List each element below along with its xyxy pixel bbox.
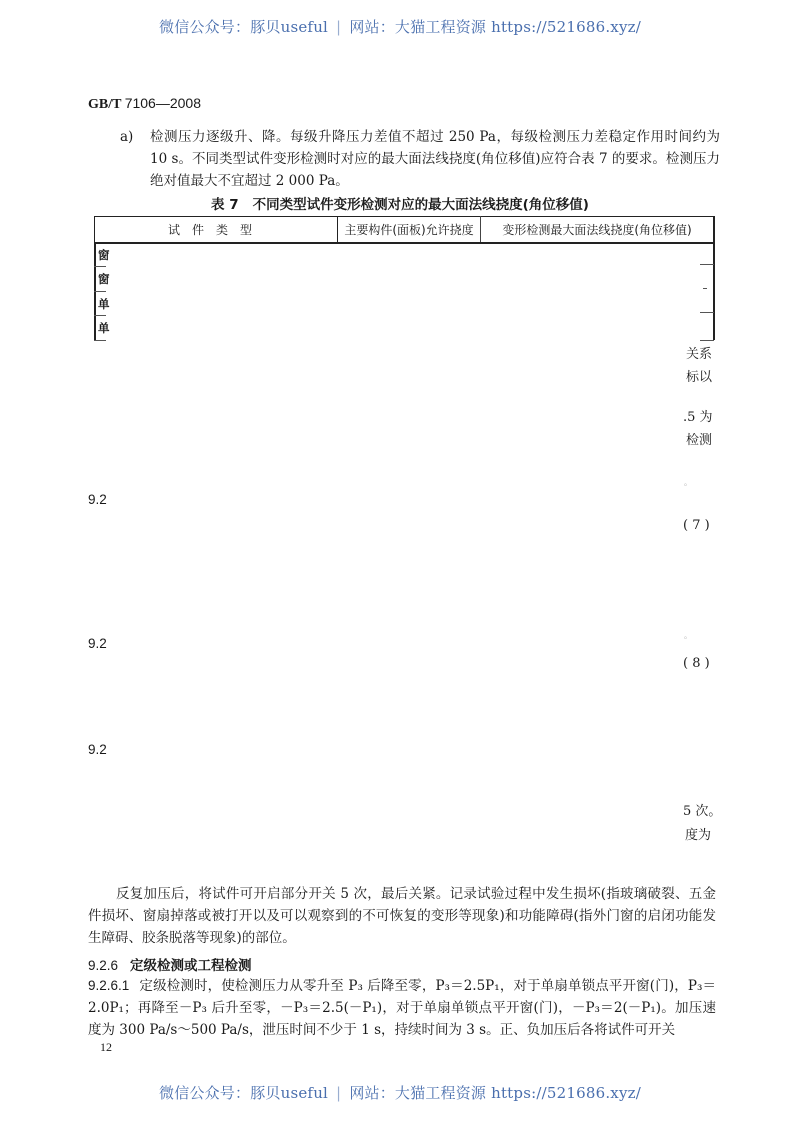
- text-fragment: 5 次。: [683, 804, 722, 819]
- table-row-rule: [700, 312, 714, 313]
- table-row-rule: [94, 315, 106, 316]
- column-header-max-deflection: 变形检测最大面法线挠度(角位移值): [481, 217, 714, 244]
- subsection-number: 9.2.6.1: [88, 978, 130, 993]
- text-fragment: 标以: [686, 370, 713, 385]
- table-number: 表 7: [211, 197, 239, 213]
- column-header-allowable-deflection: 主要构件(面板)允许挠度: [338, 217, 481, 244]
- list-item-text: 检测压力逐级升、降。每级升降压力差值不超过 250 Pa，每级检测压力差稳定作用时间约为 10 s。不同类型试件变形检测时对应的最大面法线挠度(角位移值)应符合表 7 的要求。检测压力绝对值最大不宜超过 2 000 Pa。: [150, 129, 720, 189]
- subsection-text: 定级检测时，使检测压力从零升至 P₃ 后降至零，P₃＝2.5P₁，对于单扇单锁点平开窗(门)，P₃＝2.0P₁；再降至－P₃ 后升至零，－P₃＝2.5(－P₁)，对于单扇单锁点平开窗(门)，－P₃＝2(－P₁)。加压速度为 300 Pa/s～500 Pa/s，泄压时间不少于 1 s，持续时间为 3 s。正、负加压后各将试件可开关: [88, 978, 716, 1038]
- text-fragment: 。: [684, 478, 692, 487]
- watermark-separator: |: [336, 1084, 342, 1102]
- list-item-a: [120, 126, 720, 192]
- list-item-label: a): [120, 129, 134, 145]
- table-row-rule: [94, 291, 106, 292]
- equation-number-8: ( 8 ): [683, 656, 710, 671]
- table-row-rule: [94, 266, 106, 267]
- table-row-fragment: 单: [98, 321, 110, 335]
- table-row-fragment: 单: [98, 297, 110, 311]
- text-fragment: 。: [684, 631, 692, 640]
- equation-number-7: ( 7 ): [683, 518, 710, 533]
- section-title: 定级检测或工程检测: [130, 958, 252, 974]
- table-header-row: [95, 217, 714, 244]
- text-fragment: 关系: [686, 347, 713, 362]
- table-row-fragment: 窗: [98, 272, 110, 286]
- page-number: 12: [100, 1040, 112, 1054]
- text-fragment: 检测: [686, 433, 713, 448]
- table-right-border: [713, 216, 715, 340]
- watermark-wechat: 微信公众号：豚贝useful: [159, 18, 329, 36]
- table-bottom-right-rule: [700, 340, 714, 341]
- table-row-fragment: 窗: [98, 248, 110, 262]
- body-paragraph: 反复加压后，将试件可开启部分开关 5 次，最后关紧。记录试验过程中发生损坏(指玻璃破裂、五金件损坏、窗扇掉落或被打开以及可以观察到的不可恢复的变形等现象)和功能障碍(指外门窗的启闭功能发生障碍、胶条脱落等现象)的部位。: [88, 886, 716, 946]
- clause-number: 9.2: [88, 492, 107, 507]
- text-fragment: 度为: [685, 828, 712, 843]
- watermark-site: 网站：大猫工程资源 https://521686.xyz/: [349, 1084, 641, 1102]
- clause-number: 9.2: [88, 742, 107, 757]
- clause-number: 9.2: [88, 636, 107, 651]
- watermark-site: 网站：大猫工程资源 https://521686.xyz/: [349, 18, 641, 36]
- section-heading-9-2-6: [88, 954, 252, 974]
- standard-number: 7106—2008: [124, 95, 201, 111]
- watermark-top: [0, 16, 800, 37]
- subsection-9-2-6-1: [88, 975, 716, 1041]
- column-header-specimen-type: 试件类型: [95, 217, 338, 244]
- watermark-wechat: 微信公众号：豚贝useful: [159, 1084, 329, 1102]
- watermark-separator: |: [336, 18, 342, 36]
- text-fragment: .5 为: [683, 410, 713, 425]
- standard-prefix: GB/T: [88, 97, 122, 112]
- section-number: 9.2.6: [88, 958, 119, 973]
- table-title: 不同类型试件变形检测对应的最大面法线挠度(角位移值): [252, 197, 589, 213]
- watermark-bottom: [0, 1082, 800, 1103]
- table-7: [94, 216, 714, 244]
- table-bottom-left-rule: [94, 340, 106, 341]
- table-caption: [0, 193, 800, 213]
- standard-number-header: [88, 95, 201, 113]
- table-row-rule: [703, 288, 707, 289]
- table-row-rule: [700, 264, 714, 265]
